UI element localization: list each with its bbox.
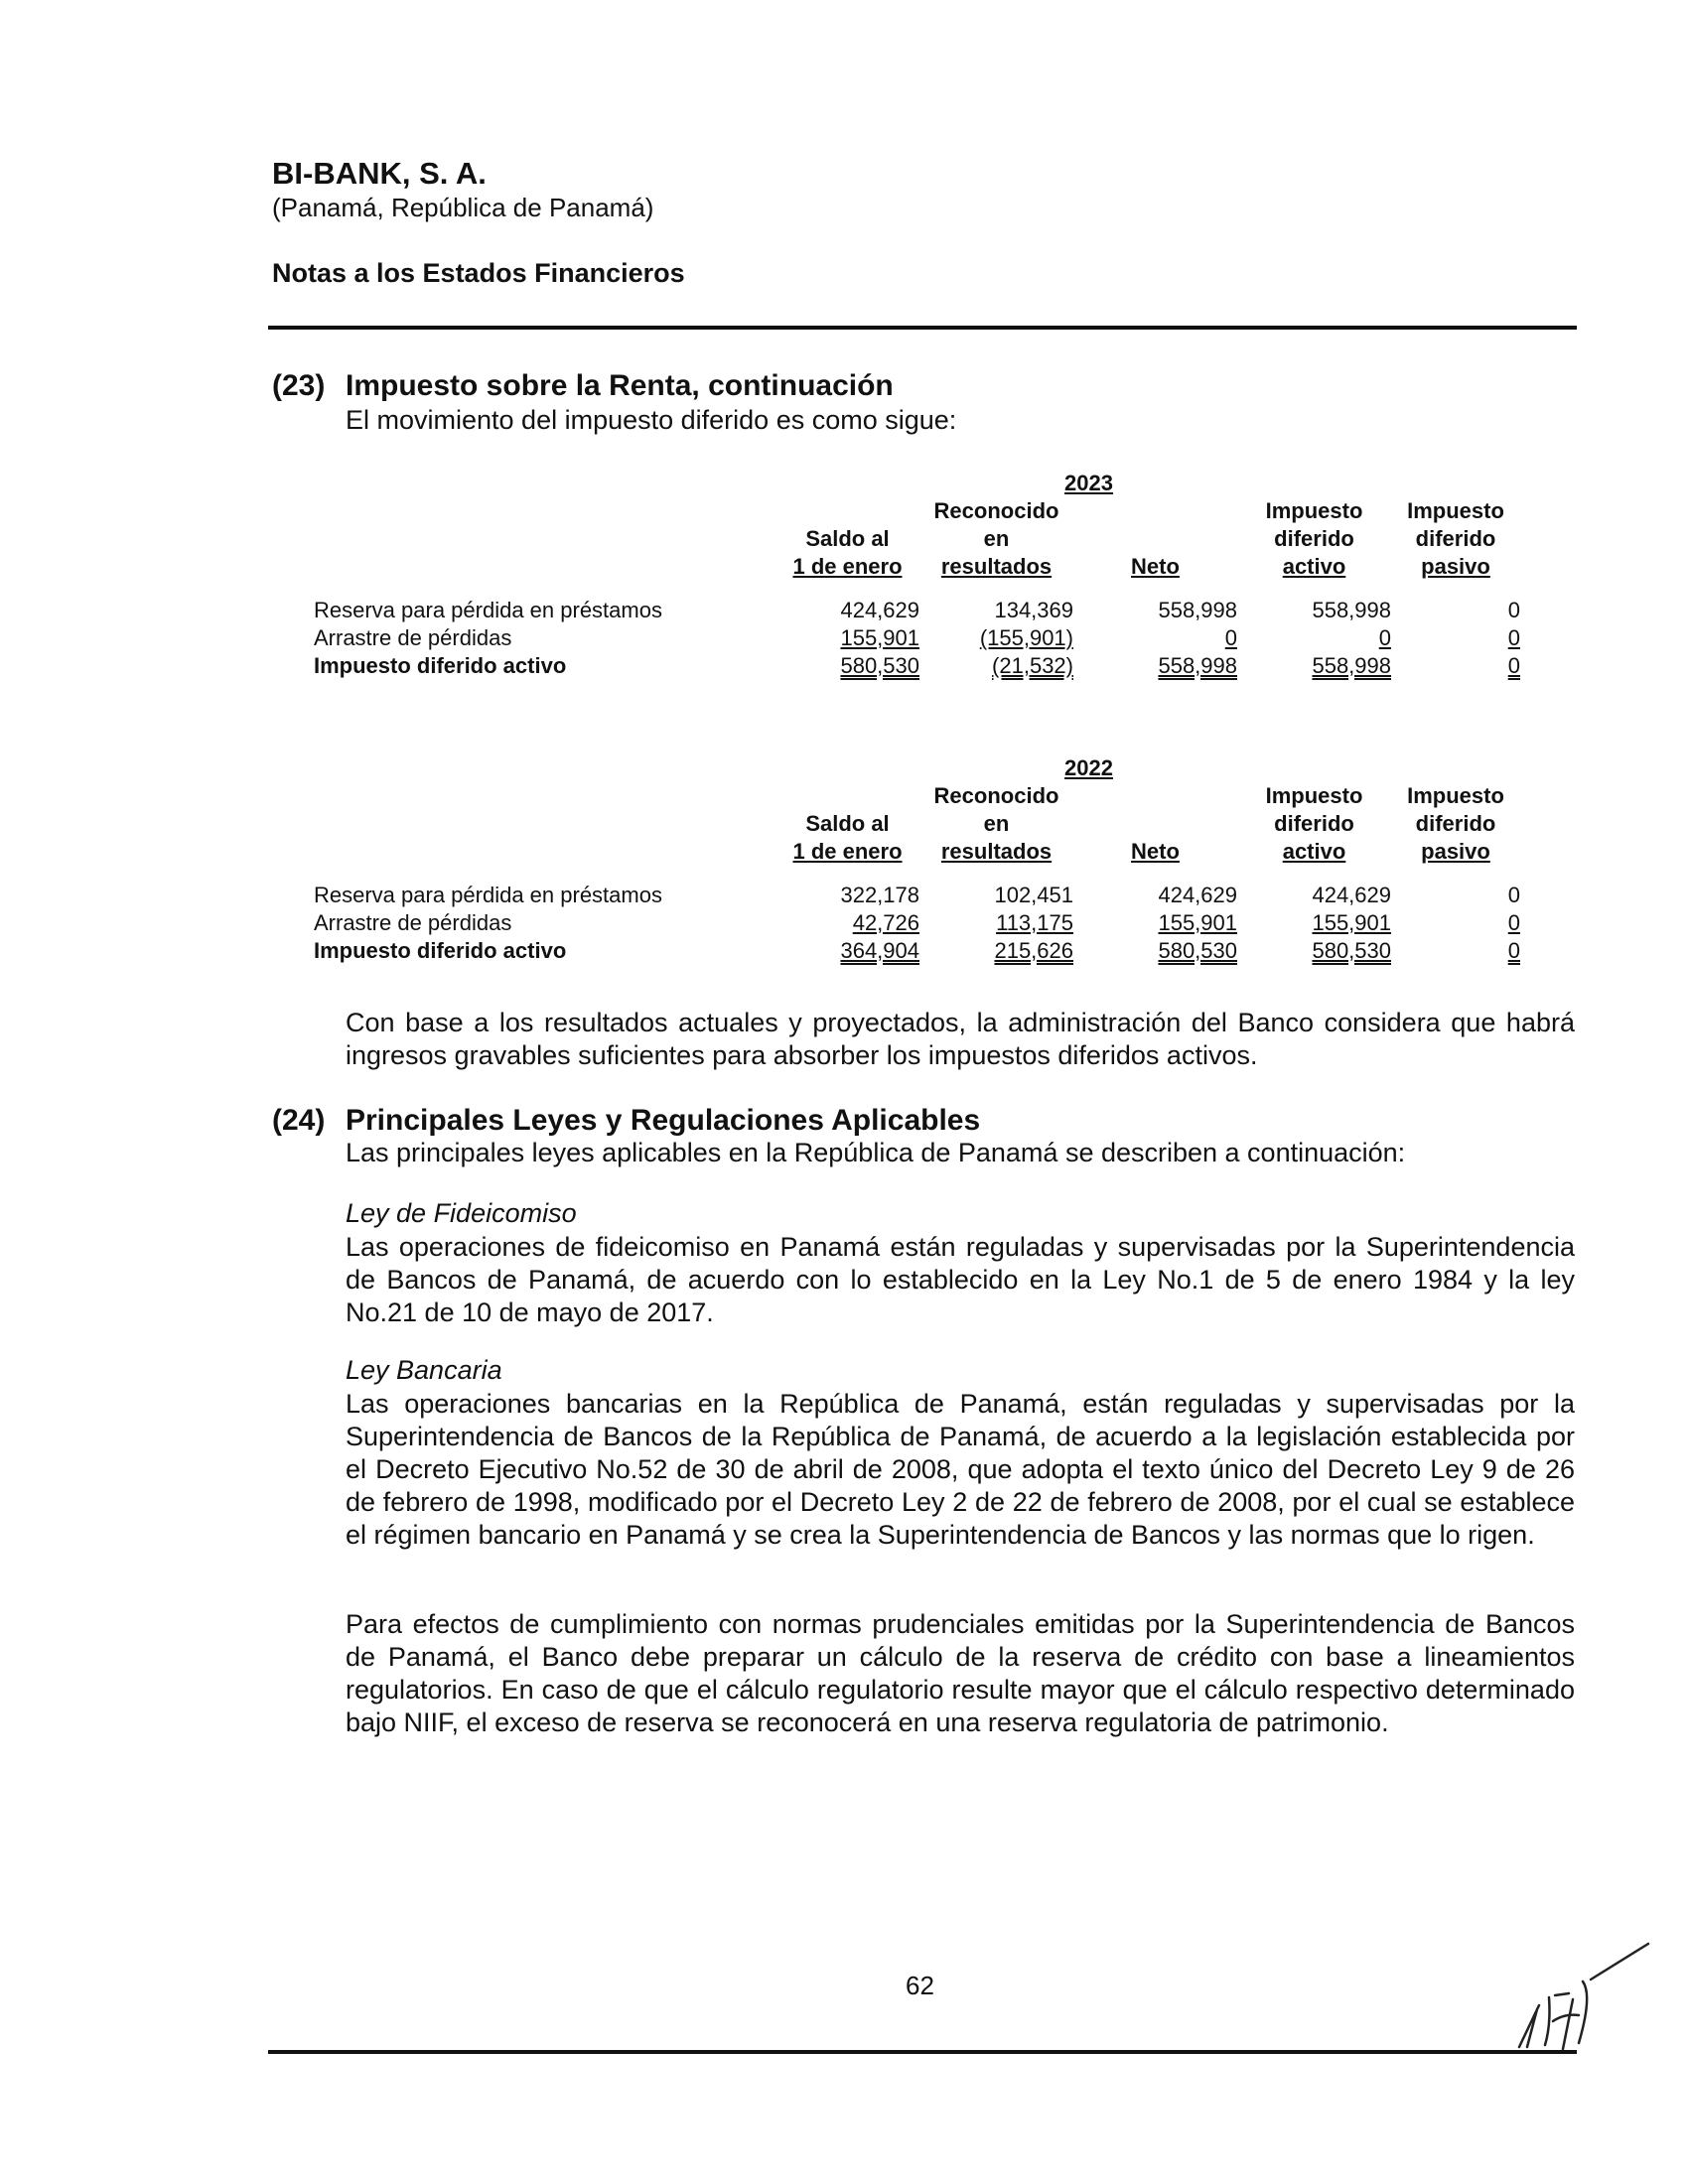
col-activo-1: Impuesto [1265,498,1363,523]
col-reconocido-2: en [983,526,1010,551]
col-neto: Neto [1131,554,1180,579]
col-reconocido-3: resultados [940,839,1053,864]
cell-pasivo: 0 [1507,938,1520,963]
cell-saldo: 322,178 [840,883,919,907]
cell-activo: 558,998 [1312,653,1391,678]
section-23-number: (23) [272,369,326,402]
col-pasivo-1: Impuesto [1407,783,1504,808]
table-row [314,624,1520,652]
row-label: Reserva para pérdida en préstamos [314,883,662,907]
cell-reconocido: (155,901) [979,625,1073,650]
section-24-title: Principales Leyes y Regulaciones Aplicables [346,1104,981,1137]
cell-pasivo: 0 [1507,883,1520,907]
col-saldo-2: 1 de enero [792,554,903,579]
cell-neto: 155,901 [1158,910,1237,935]
section-23-intro: El movimiento del impuesto diferido es como sigue: [346,405,957,435]
col-reconocido-2: en [983,811,1010,836]
col-activo-1: Impuesto [1265,783,1363,808]
cell-saldo: 364,904 [840,938,919,963]
section-24-intro: Las principales leyes aplicables en la República de Panamá se describen a continuación: [346,1138,1406,1167]
row-label: Arrastre de pérdidas [314,625,512,650]
col-activo-3: activo [1282,839,1346,864]
cell-pasivo: 0 [1507,910,1520,935]
notes-title: Notas a los Estados Financieros [272,258,685,288]
cell-activo: 580,530 [1312,938,1391,963]
cell-saldo: 424,629 [840,598,919,622]
cell-activo: 558,998 [1312,598,1391,622]
section-24-number: (24) [272,1104,326,1137]
col-saldo-1: Saldo al [805,811,890,836]
cell-neto: 0 [1224,625,1237,650]
cell-neto: 580,530 [1158,938,1237,963]
prudencial-text: Para efectos de cumplimiento con normas prudenciales emitidas por la Superintendencia de Bancos de Panamá, el Banco debe preparar un cálculo de la reserva de crédito con base a lineamientos regulatorios. En caso de que el cálculo regulatorio resulte mayor que el cálculo respectivo determinado bajo NIIF, el exceso de reserva se reconocerá en una reserva regulatoria de patrimonio. [346,1609,1575,1737]
year-2023-label: 2023 [1064,471,1113,495]
cell-pasivo: 0 [1507,653,1520,678]
col-pasivo-2: diferido [1415,526,1496,551]
page-number: 62 [906,1971,934,2000]
table-row-total [314,652,1520,680]
col-reconocido-1: Reconocido [933,498,1059,523]
cell-saldo: 42,726 [852,910,919,935]
deferred-tax-table-2022 [314,754,1520,965]
col-activo-3: activo [1282,554,1346,579]
fideicomiso-text: Las operaciones de fideicomiso en Panamá están reguladas y supervisadas por la Superintendencia de Bancos de Panamá, de acuerdo con lo establecido en la Ley No.1 de 5 de enero 1984 y la ley No.21 de 10 de mayo de 2017. [346,1232,1575,1327]
cell-neto: 558,998 [1158,653,1237,678]
cell-reconocido: (21,532) [992,653,1073,678]
footer-rule [268,2050,1577,2054]
bancaria-text: Las operaciones bancarias en la República de Panamá, están reguladas y supervisadas por la Superintendencia de Bancos de la República de Panamá, de acuerdo a la legislación establecida por el Decreto Ejecutivo No.52 de 30 de abril de 2008, que adopta el texto único del Decreto Ley 9 de 26 de febrero de 1998, modificado por el Decreto Ley 2 de 22 de febrero de 2008, por el cual se establece el régimen bancario en Panamá y se crea la Superintendencia de Bancos y las normas que lo rigen. [346,1389,1575,1550]
cell-activo: 424,629 [1312,883,1391,907]
cell-saldo: 155,901 [840,625,919,650]
col-reconocido-1: Reconocido [933,783,1059,808]
cell-activo: 155,901 [1312,910,1391,935]
col-pasivo-3: pasivo [1421,554,1490,579]
cell-saldo: 580,530 [840,653,919,678]
cell-neto: 558,998 [1158,598,1237,622]
bancaria-heading: Ley Bancaria [346,1355,502,1385]
header-rule [268,326,1577,330]
section-23-conclusion: Con base a los resultados actuales y proyectados, la administración del Banco considera que habrá ingresos gravables suficientes para absorber los impuestos diferidos activos. [346,1008,1575,1070]
section-23-title: Impuesto sobre la Renta, continuación [346,369,894,402]
deferred-tax-table-2023 [314,470,1520,680]
company-location: (Panamá, República de Panamá) [272,193,654,222]
cell-reconocido: 134,369 [994,598,1073,622]
cell-reconocido: 102,451 [994,883,1073,907]
year-2022-label: 2022 [1064,755,1113,780]
col-activo-2: diferido [1274,526,1354,551]
cell-neto: 424,629 [1158,883,1237,907]
col-reconocido-3: resultados [940,554,1053,579]
col-activo-2: diferido [1274,811,1354,836]
col-pasivo-1: Impuesto [1407,498,1504,523]
row-label: Impuesto diferido activo [314,653,567,678]
cell-reconocido: 215,626 [994,938,1073,963]
row-label: Arrastre de pérdidas [314,910,512,935]
cell-reconocido: 113,175 [996,910,1073,935]
cell-activo: 0 [1378,625,1391,650]
cell-pasivo: 0 [1507,625,1520,650]
company-name: BI-BANK, S. A. [272,156,487,191]
table-row [314,597,1520,624]
cell-pasivo: 0 [1507,598,1520,622]
col-saldo-1: Saldo al [805,526,890,551]
signature-initials [1509,1936,1668,2060]
col-neto: Neto [1131,839,1180,864]
col-pasivo-2: diferido [1415,811,1496,836]
table-row [314,882,1520,909]
fideicomiso-heading: Ley de Fideicomiso [346,1198,577,1228]
table-row-total [314,937,1520,965]
table-row [314,909,1520,937]
col-pasivo-3: pasivo [1421,839,1490,864]
row-label: Impuesto diferido activo [314,938,567,963]
row-label: Reserva para pérdida en préstamos [314,598,662,622]
col-saldo-2: 1 de enero [792,839,903,864]
